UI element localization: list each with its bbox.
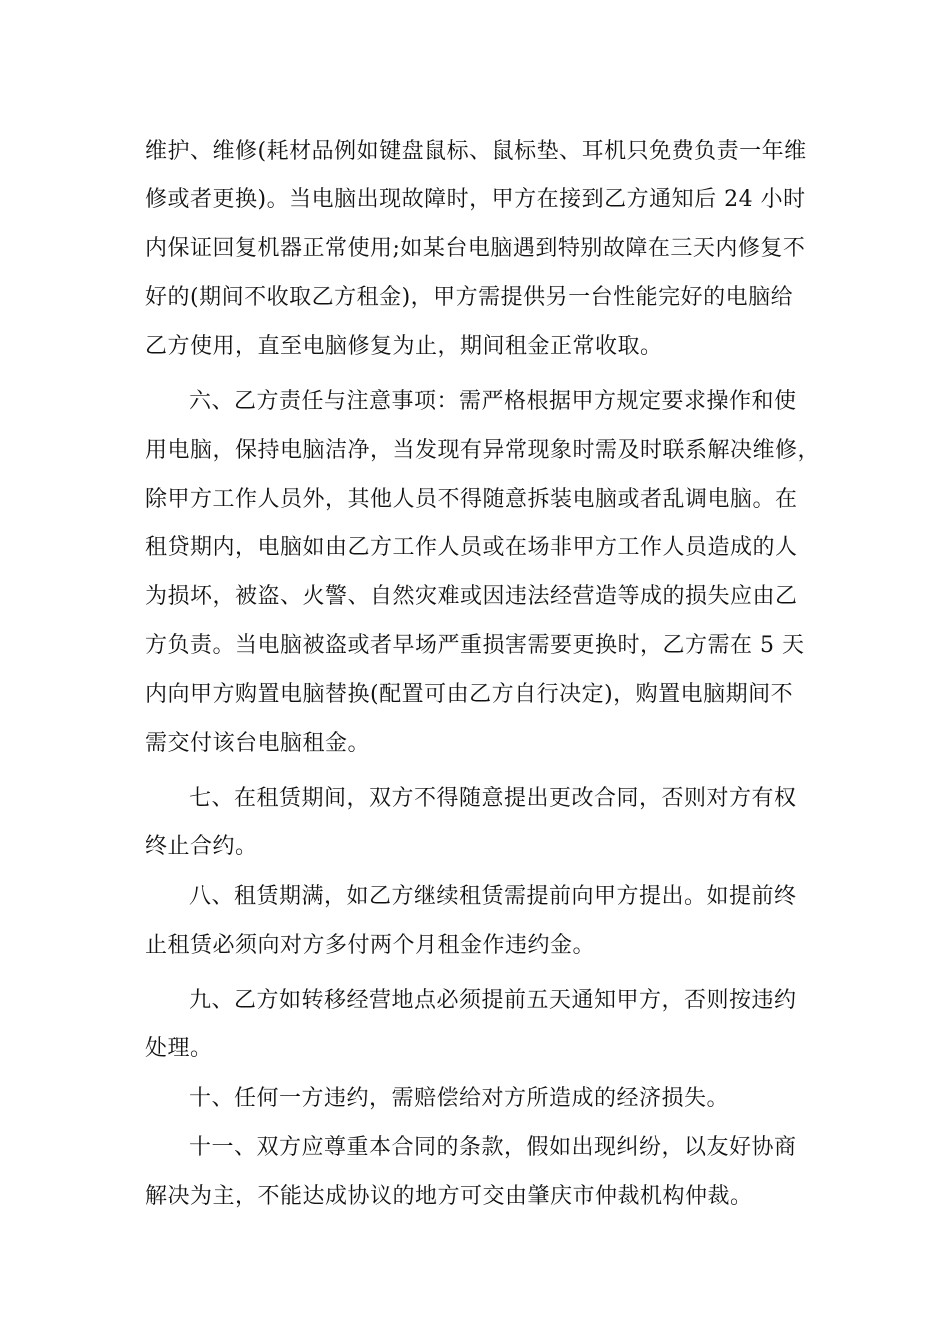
text-line: 为损坏，被盗、火警、自然灾难或因违法经营造等成的损失应由乙 xyxy=(145,584,798,609)
text-line: 用电脑，保持电脑洁净，当发现有异常现象时需及时联系解决维修， xyxy=(145,438,821,463)
text-line: 维护、维修(耗材品例如键盘鼠标、鼠标垫、耳机只免费负责一年维 xyxy=(145,139,807,164)
text-line: 处理。 xyxy=(145,1036,213,1061)
paragraph-9-first-line: 九、乙方如转移经营地点必须提前五天通知甲方，否则按违约 xyxy=(189,988,797,1013)
text-line: 好的(期间不收取乙方租金)，甲方需提供另一台性能完好的电脑给 xyxy=(145,285,794,310)
text-line: 内向甲方购置电脑替换(配置可由乙方自行决定)，购置电脑期间不 xyxy=(145,682,794,707)
text-line: 租贷期内，电脑如由乙方工作人员或在场非甲方工作人员造成的人 xyxy=(145,535,798,560)
text-line: 止租赁必须向对方多付两个月租金作违约金。 xyxy=(145,933,596,958)
text-line: 终止合约。 xyxy=(145,834,258,859)
paragraph-10-first-line: 十、任何一方违约，需赔偿给对方所造成的经济损失。 xyxy=(189,1086,730,1111)
text-line: 内保证回复机器正常使用;如某台电脑遇到特别故障在三天内修复不 xyxy=(145,236,806,261)
text-line: 乙方使用，直至电脑修复为止，期间租金正常收取。 xyxy=(145,334,663,359)
text-line: 修或者更换)。当电脑出现故障时，甲方在接到乙方通知后 24 小时 xyxy=(145,187,806,212)
paragraph-11-first-line: 十一、双方应尊重本合同的条款，假如出现纠纷，以友好协商 xyxy=(189,1135,797,1160)
text-line: 解决为主，不能达成协议的地方可交由肇庆市仲裁机构仲裁。 xyxy=(145,1184,753,1209)
paragraph-8-first-line: 八、租赁期满，如乙方继续租赁需提前向甲方提出。如提前终 xyxy=(189,884,797,909)
paragraph-7-first-line: 七、在租赁期间，双方不得随意提出更改合同，否则对方有权 xyxy=(189,786,797,811)
text-line: 除甲方工作人员外，其他人员不得随意拆装电脑或者乱调电脑。在 xyxy=(145,487,798,512)
text-line: 方负责。当电脑被盗或者早场严重损害需要更换时，乙方需在 5 天 xyxy=(145,633,805,658)
paragraph-6-first-line: 六、乙方责任与注意事项：需严格根据甲方规定要求操作和使 xyxy=(189,389,797,414)
text-line: 需交付该台电脑租金。 xyxy=(145,731,371,756)
